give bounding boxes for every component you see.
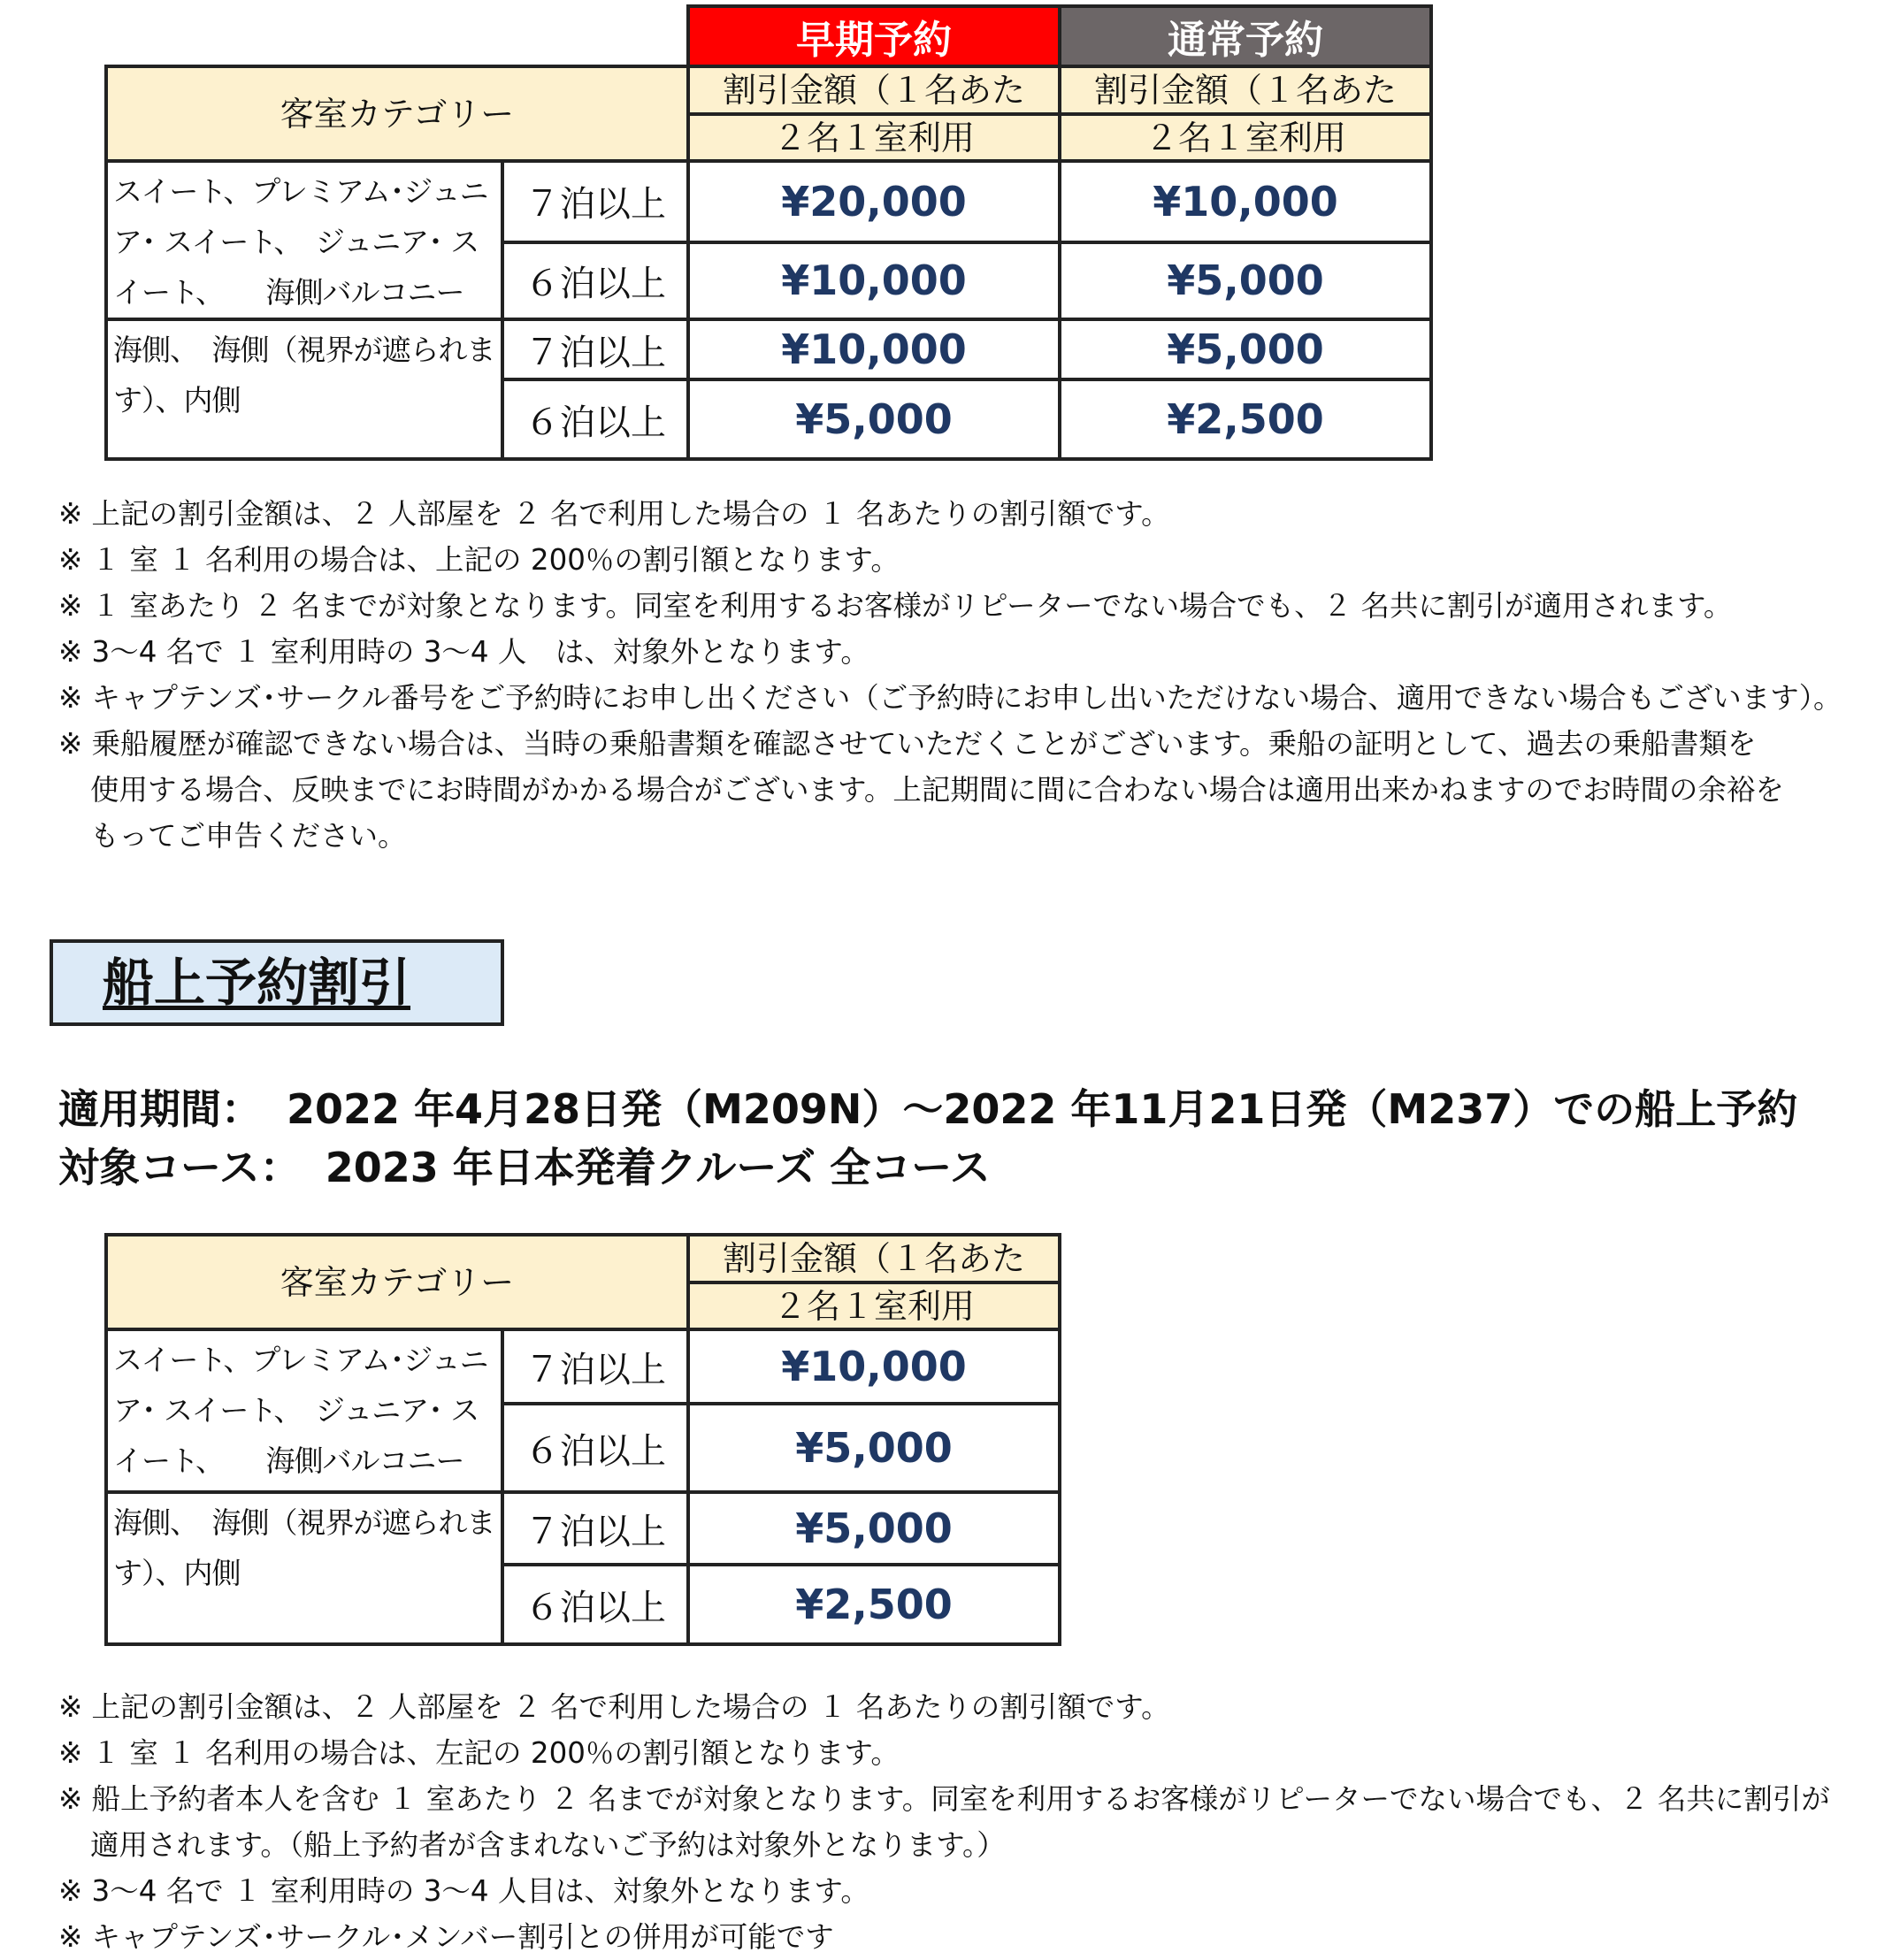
table1-normal-amount: ¥2,500	[1060, 379, 1431, 459]
period-value: 2022 年4月28日発（M209N）～2022 年11月21日発（M237）での船上予約	[287, 1085, 1798, 1133]
table1-nights: ７泊以上	[502, 161, 688, 242]
table2-amount: ¥5,000	[688, 1404, 1060, 1492]
table2-nights: ７泊以上	[502, 1329, 688, 1404]
note-line: ※ 3～4 名で １ 室利用時の 3～4 人 は、対象外となります。	[58, 635, 869, 669]
note-line: ※ １ 室 １ 名利用の場合は、上記の 200％の割引額となります。	[58, 543, 900, 577]
table2-nights: ６泊以上	[502, 1565, 688, 1644]
note-line: もってご申告ください。	[90, 819, 407, 853]
table1-early-amount: ¥5,000	[688, 379, 1060, 459]
table1-category-suite: スイート、プレミアム･ジュニア･ スイート、 ジュニア･ スイート、 海側バルコニー	[106, 161, 502, 319]
table2-amount: ¥5,000	[688, 1492, 1060, 1565]
note-line: ※ 上記の割引金額は、２ 人部屋を ２ 名で利用した場合の １ 名あたりの割引額です。	[58, 497, 1170, 531]
table2-occupancy-header: ２名１室利用	[688, 1282, 1060, 1329]
table1-normal-amount-header: 割引金額（１名あた	[1060, 66, 1431, 114]
table1-normal-occupancy-header: ２名１室利用	[1060, 114, 1431, 161]
table1-nights: ７泊以上	[502, 319, 688, 379]
normal-booking-header: 通常予約	[1060, 6, 1431, 66]
table2-room-category-header: 客室カテゴリー	[106, 1235, 688, 1329]
target-course	[58, 1136, 991, 1194]
table1-early-amount: ¥20,000	[688, 161, 1060, 242]
note-line: ※ 3～4 名で １ 室利用時の 3～4 人目は、対象外となります。	[58, 1874, 869, 1908]
section-title-text: 船上予約割引	[103, 953, 411, 1013]
early-normal-discount-table	[104, 4, 1433, 461]
note-line: ※ 上記の割引金額は、２ 人部屋を ２ 名で利用した場合の １ 名あたりの割引額です。	[58, 1690, 1170, 1724]
table1-early-amount: ¥10,000	[688, 319, 1060, 379]
note-line: 使用する場合、反映までにお時間がかかる場合がございます。上記期間に間に合わない場合は適用出来かねますのでお時間の余裕を	[90, 773, 1784, 807]
table1-normal-amount: ¥10,000	[1060, 161, 1431, 242]
note-line: ※ 乗船履歴が確認できない場合は、当時の乗船書類を確認させていただくことがございます。乗船の証明として、過去の乗船書類を	[58, 727, 1757, 761]
note-line: ※ キャプテンズ･サークル･メンバー割引との併用が可能です	[58, 1920, 834, 1954]
table2-notes	[58, 1684, 1830, 1960]
note-line: ※ １ 室あたり ２ 名までが対象となります。同室を利用するお客様がリピーターでない場合でも、２ 名共に割引が適用されます。	[58, 589, 1733, 623]
table2-amount: ¥10,000	[688, 1329, 1060, 1404]
table1-blank-corner	[106, 6, 688, 66]
table2-category-suite: スイート、プレミアム･ジュニア･ スイート、 ジュニア･ スイート、 海側バルコニー	[106, 1329, 502, 1492]
table1-early-amount-header: 割引金額（１名あた	[688, 66, 1060, 114]
course-label: 対象コース：	[58, 1144, 301, 1191]
table1-nights: ６泊以上	[502, 242, 688, 319]
note-line: ※ １ 室 １ 名利用の場合は、左記の 200％の割引額となります。	[58, 1736, 900, 1770]
early-booking-header: 早期予約	[688, 6, 1060, 66]
note-line: 適用されます。（船上予約者が含まれないご予約は対象外となります。）	[90, 1828, 1006, 1862]
table2-category-oceanview: 海側、 海側（視界が遮られます）、内側	[106, 1492, 502, 1644]
table1-room-category-header: 客室カテゴリー	[106, 66, 688, 161]
course-value: 2023 年日本発着クルーズ 全コース	[325, 1144, 991, 1191]
table1-early-occupancy-header: ２名１室利用	[688, 114, 1060, 161]
table1-normal-amount: ¥5,000	[1060, 319, 1431, 379]
table1-normal-amount: ¥5,000	[1060, 242, 1431, 319]
table2-amount-header: 割引金額（１名あた	[688, 1235, 1060, 1282]
table1-notes	[58, 491, 1842, 859]
note-line: ※ キャプテンズ･サークル番号をご予約時にお申し出ください（ご予約時にお申し出いただけない場合、適用できない場合もございます）。	[58, 681, 1842, 715]
applicable-period	[58, 1077, 1797, 1136]
note-line: ※ 船上予約者本人を含む １ 室あたり ２ 名までが対象となります。同室を利用するお客様がリピーターでない場合でも、２ 名共に割引が	[58, 1782, 1830, 1816]
table1-early-amount: ¥10,000	[688, 242, 1060, 319]
table2-amount: ¥2,500	[688, 1565, 1060, 1644]
onboard-discount-table	[104, 1233, 1061, 1646]
table1-nights: ６泊以上	[502, 379, 688, 459]
table1-category-oceanview: 海側、 海側（視界が遮られます）、内側	[106, 319, 502, 459]
period-label: 適用期間：	[58, 1085, 262, 1133]
onboard-booking-discount-title	[50, 939, 504, 1026]
table2-nights: ７泊以上	[502, 1492, 688, 1565]
table2-nights: ６泊以上	[502, 1404, 688, 1492]
